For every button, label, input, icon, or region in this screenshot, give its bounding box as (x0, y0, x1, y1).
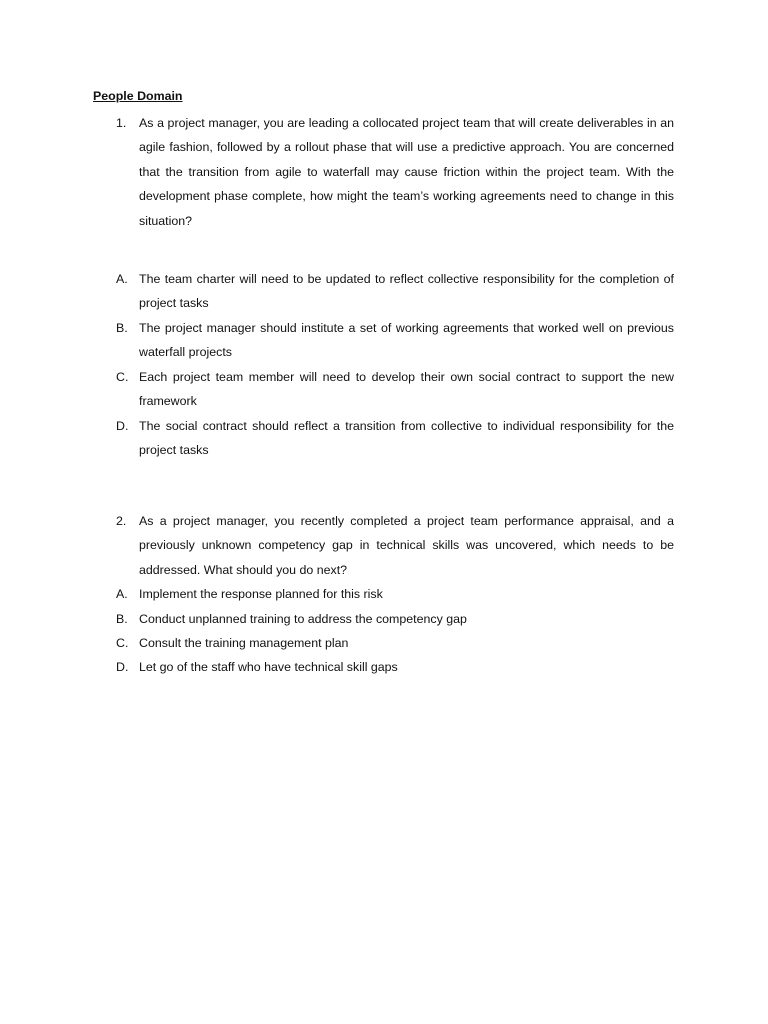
option-letter: B. (116, 612, 128, 626)
q1-option-a (116, 267, 674, 316)
question-number: 1. (116, 116, 127, 130)
option-letter: A. (116, 587, 128, 601)
question-1 (116, 111, 674, 233)
option-text: The social contract should reflect a transition from collective to individual responsibility for the project tasks (139, 419, 674, 458)
q2-option-a (116, 582, 674, 606)
option-letter: D. (116, 660, 129, 674)
option-text: Each project team member will need to develop their own social contract to support the new framework (139, 370, 674, 409)
q2-option-b (116, 607, 674, 631)
option-letter: B. (116, 321, 128, 335)
option-text: Implement the response planned for this risk (139, 587, 383, 601)
option-letter: A. (116, 272, 128, 286)
option-letter: C. (116, 370, 129, 384)
question-text: As a project manager, you are leading a collocated project team that will create deliverables in an agile fashion, followed by a rollout phase that will use a predictive approach. You are concerned that the transition from agile to waterfall may cause friction within the project team. With the development phase complete, how might the team’s working agreements need to change in this situation? (139, 116, 674, 228)
q1-option-d (116, 414, 674, 463)
option-text: Consult the training management plan (139, 636, 349, 650)
option-letter: C. (116, 636, 129, 650)
q1-option-b (116, 316, 674, 365)
option-letter: D. (116, 419, 129, 433)
question-number: 2. (116, 514, 127, 528)
question-text: As a project manager, you recently completed a project team performance appraisal, and a previously unknown competency gap in technical skills was uncovered, which needs to be addressed. What should you do next? (139, 514, 674, 577)
option-text: The team charter will need to be updated to reflect collective responsibility for the completion of project tasks (139, 272, 674, 311)
q2-option-c (116, 631, 674, 655)
option-text: The project manager should institute a set of working agreements that worked well on previous waterfall projects (139, 321, 674, 360)
option-text: Let go of the staff who have technical skill gaps (139, 660, 398, 674)
q1-option-c (116, 365, 674, 414)
question-2 (116, 509, 674, 582)
q2-option-d (116, 655, 674, 679)
option-text: Conduct unplanned training to address the competency gap (139, 612, 467, 626)
section-heading: People Domain (93, 89, 183, 103)
